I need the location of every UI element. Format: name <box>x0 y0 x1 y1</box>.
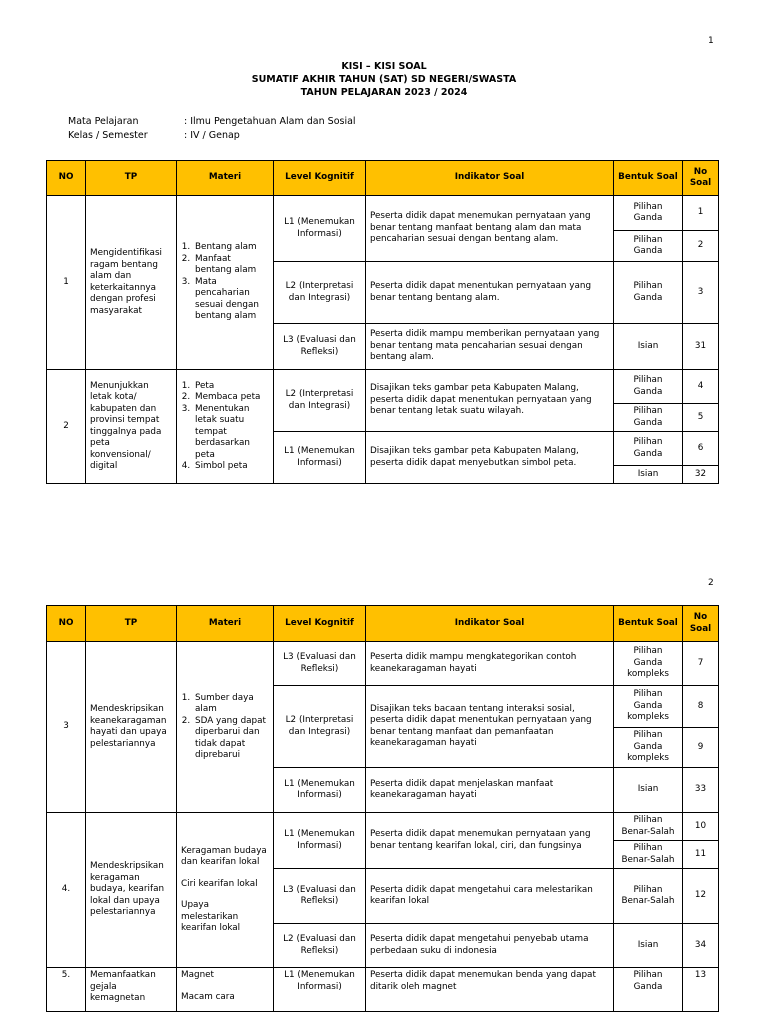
class-label: Kelas / Semester <box>68 130 148 141</box>
row-nosoal: 33 <box>683 768 719 813</box>
row-nosoal: 32 <box>683 466 719 484</box>
materi-item: 1. Bentang alam <box>193 242 269 254</box>
row-tp: Mendeskripsikan keanekaragaman hayati dan upaya pelestariannya <box>86 642 177 813</box>
row-no: 4. <box>47 813 86 968</box>
subject-value: : Ilmu Pengetahuan Alam dan Sosial <box>184 116 356 127</box>
row-nosoal: 34 <box>683 924 719 968</box>
title-line-3: TAHUN PELAJARAN 2023 / 2024 <box>300 87 468 98</box>
row-indikator: Peserta didik dapat menemukan benda yang dapat ditarik oleh magnet <box>366 968 614 1012</box>
row-nosoal: 3 <box>683 262 719 324</box>
header-bentuk: Bentuk Soal <box>614 606 683 642</box>
row-indikator: Peserta didik mampu memberikan pernyataan yang benar tentang mata pencaharian sesuai dengan bentang alam. <box>366 324 614 370</box>
kisi-table-page-2 <box>46 605 719 1012</box>
table-row <box>47 370 719 404</box>
materi-item: Macam cara <box>181 991 235 1002</box>
header-materi: Materi <box>177 161 274 196</box>
row-level: L3 (Evaluasi dan Refleksi) <box>274 869 366 924</box>
header-indikator: Indikator Soal <box>366 161 614 196</box>
row-bentuk: Isian <box>614 924 683 968</box>
row-no: 3 <box>47 642 86 813</box>
header-nosoal: No Soal <box>683 161 719 196</box>
table-row <box>47 642 719 686</box>
row-no: 2 <box>47 370 86 484</box>
page-number: 1 <box>708 36 714 46</box>
document-title <box>0 60 768 99</box>
row-tp: Mengidentifikasi ragam bentang alam dan keterkaitannya dengan profesi masyarakat <box>86 196 177 370</box>
row-nosoal: 9 <box>683 728 719 768</box>
row-bentuk: Pilihan Ganda <box>614 262 683 324</box>
row-nosoal: 12 <box>683 869 719 924</box>
materi-item: 3. Mata pencaharian sesuai dengan bentang alam <box>193 277 269 323</box>
row-indikator: Peserta didik dapat menentukan pernyataan yang benar tentang bentang alam. <box>366 262 614 324</box>
row-no: 5. <box>47 968 86 1012</box>
row-materi <box>177 968 274 1012</box>
row-materi <box>177 370 274 484</box>
row-no: 1 <box>47 196 86 370</box>
row-level: L2 (Interpretasi dan Integrasi) <box>274 262 366 324</box>
header-row <box>47 161 719 196</box>
row-indikator: Peserta didik dapat menemukan pernyataan yang benar tentang manfaat bentang alam dan mata pencaharian sesuai dengan bentang alam. <box>366 196 614 262</box>
row-level: L3 (Evaluasi dan Refleksi) <box>274 642 366 686</box>
header-bentuk: Bentuk Soal <box>614 161 683 196</box>
row-nosoal: 7 <box>683 642 719 686</box>
row-bentuk: Isian <box>614 466 683 484</box>
header-no: NO <box>47 161 86 196</box>
row-bentuk: Pilihan Benar-Salah <box>614 869 683 924</box>
table-row <box>47 968 719 1012</box>
row-bentuk: Pilihan Benar-Salah <box>614 813 683 841</box>
row-nosoal: 6 <box>683 432 719 466</box>
materi-item: Keragaman budaya dan kearifan lokal <box>181 845 267 867</box>
row-level: L2 (Evaluasi dan Refleksi) <box>274 924 366 968</box>
materi-item: 2. Membaca peta <box>193 392 269 404</box>
row-tp: Menunjukkan letak kota/ kabupaten dan provinsi tempat tinggalnya pada peta konvensional/ digital <box>86 370 177 484</box>
row-bentuk: Pilihan Benar-Salah <box>614 841 683 869</box>
row-nosoal: 10 <box>683 813 719 841</box>
row-level: L1 (Menemukan Informasi) <box>274 432 366 484</box>
materi-item: 1. Sumber daya alam <box>193 693 269 716</box>
row-bentuk: Pilihan Ganda <box>614 968 683 1012</box>
title-line-1: KISI – KISI SOAL <box>341 61 427 72</box>
row-nosoal: 11 <box>683 841 719 869</box>
header-row <box>47 606 719 642</box>
row-level: L1 (Menemukan Informasi) <box>274 196 366 262</box>
row-indikator: Peserta didik dapat mengetahui cara melestarikan kearifan lokal <box>366 869 614 924</box>
row-bentuk: Pilihan Ganda <box>614 370 683 404</box>
header-nosoal: No Soal <box>683 606 719 642</box>
materi-item: 4. Simbol peta <box>193 461 269 473</box>
subject-label: Mata Pelajaran <box>68 116 139 127</box>
row-bentuk: Isian <box>614 324 683 370</box>
header-level: Level Kognitif <box>274 606 366 642</box>
kisi-table-page-1 <box>46 160 719 484</box>
meta-subject <box>68 115 468 129</box>
row-level: L1 (Menemukan Informasi) <box>274 768 366 813</box>
row-indikator: Disajikan teks gambar peta Kabupaten Malang, peserta didik dapat menentukan pernyataan yang benar tentang letak suatu wilayah. <box>366 370 614 432</box>
row-bentuk: Pilihan Ganda <box>614 404 683 432</box>
row-materi <box>177 196 274 370</box>
row-bentuk: Pilihan Ganda <box>614 432 683 466</box>
row-level: L2 (Interpretasi dan Integrasi) <box>274 686 366 768</box>
row-bentuk: Pilihan Ganda <box>614 196 683 231</box>
class-value: : IV / Genap <box>184 130 240 141</box>
materi-item: Upaya melestarikan kearifan lokal <box>181 900 241 933</box>
header-no: NO <box>47 606 86 642</box>
row-nosoal: 5 <box>683 404 719 432</box>
header-level: Level Kognitif <box>274 161 366 196</box>
row-tp: Memanfaatkan gejala kemagnetan <box>86 968 177 1012</box>
meta-class <box>68 129 468 143</box>
row-bentuk: Pilihan Ganda <box>614 231 683 262</box>
row-bentuk: Pilihan Ganda kompleks <box>614 642 683 686</box>
row-bentuk: Pilihan Ganda kompleks <box>614 728 683 768</box>
table-row <box>47 196 719 231</box>
materi-item: 2. SDA yang dapat diperbarui dan tidak dapat diprebarui <box>193 716 269 762</box>
row-level: L3 (Evaluasi dan Refleksi) <box>274 324 366 370</box>
table-row <box>47 813 719 841</box>
row-nosoal: 4 <box>683 370 719 404</box>
title-line-2: SUMATIF AKHIR TAHUN (SAT) SD NEGERI/SWASTA <box>251 74 517 85</box>
row-indikator: Peserta didik dapat mengetahui penyebab utama perbedaan suku di indonesia <box>366 924 614 968</box>
row-indikator: Disajikan teks gambar peta Kabupaten Malang, peserta didik dapat menyebutkan simbol peta. <box>366 432 614 484</box>
row-nosoal: 1 <box>683 196 719 231</box>
row-nosoal: 31 <box>683 324 719 370</box>
materi-item: Magnet <box>181 970 215 980</box>
materi-item: 3. Menentukan letak suatu tempat berdasarkan peta <box>193 404 269 462</box>
row-indikator: Peserta didik dapat menemukan pernyataan yang benar tentang kearifan lokal, ciri, dan fungsinya <box>366 813 614 869</box>
row-level: L1 (Menemukan Informasi) <box>274 968 366 1012</box>
header-indikator: Indikator Soal <box>366 606 614 642</box>
row-bentuk: Pilihan Ganda kompleks <box>614 686 683 728</box>
row-level: L1 (Menemukan Informasi) <box>274 813 366 869</box>
row-indikator: Disajikan teks bacaan tentang interaksi sosial, peserta didik dapat menentukan pernyataan yang benar tentang manfaat dan pemanfaatan keanekaragaman hayati <box>366 686 614 768</box>
row-materi <box>177 813 274 968</box>
row-nosoal: 2 <box>683 231 719 262</box>
materi-item: Ciri kearifan lokal <box>181 878 258 889</box>
header-tp: TP <box>86 161 177 196</box>
row-tp: Mendeskripsikan keragaman budaya, kearifan lokal dan upaya pelestariannya <box>86 813 177 968</box>
row-nosoal: 13 <box>683 968 719 1012</box>
page-number: 2 <box>708 578 714 588</box>
header-materi: Materi <box>177 606 274 642</box>
row-materi <box>177 642 274 813</box>
row-nosoal: 8 <box>683 686 719 728</box>
row-indikator: Peserta didik dapat menjelaskan manfaat keanekaragaman hayati <box>366 768 614 813</box>
materi-item: 1. Peta <box>193 381 269 393</box>
row-level: L2 (Interpretasi dan Integrasi) <box>274 370 366 432</box>
row-bentuk: Isian <box>614 768 683 813</box>
materi-item: 2. Manfaat bentang alam <box>193 254 269 277</box>
row-indikator: Peserta didik mampu mengkategorikan contoh keanekaragaman hayati <box>366 642 614 686</box>
header-tp: TP <box>86 606 177 642</box>
